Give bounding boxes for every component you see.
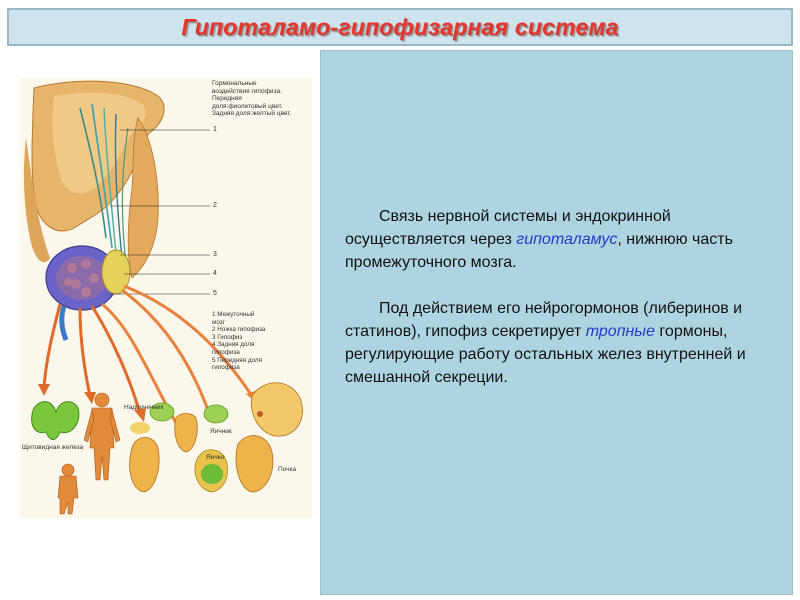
blood-vessel [62,306,66,340]
ovary-shape [204,405,228,423]
mammary-shape [251,383,302,436]
hypothalamus-pituitary-figure [20,78,312,518]
ovary-label: Яичник [210,428,232,435]
slide-title: Гипоталамо-гипофизарная система [181,13,619,40]
thyroid-label: Щитовидная железа [22,444,84,451]
term-hypothalamus: гипоталамус [516,231,618,248]
adrenal-label: Надпочечник [124,404,164,411]
label-number-3: 3 [213,251,217,258]
label-number-5: 5 [213,290,217,297]
label-number-2: 2 [213,202,217,209]
paragraph-1: Связь нервной системы и эндокринной осуществляется через гипоталамус, нижнюю часть промежуточного мозга. [345,208,733,271]
figure-caption: Гормональные воздействия гипофиза. Передняя доля:фиолетовый цвет. Задняя доля:желтый цвет. [212,80,292,117]
kidney-label: Почка [278,466,297,473]
label-number-4: 4 [213,270,217,277]
child-figure [58,464,78,514]
text-body [345,205,775,389]
text-panel [320,50,793,595]
human-figure [84,393,120,480]
hormone-arrow [80,308,90,396]
hormone-arrow [44,304,60,388]
anatomy-illustration [20,78,312,518]
uterus-shape [175,414,198,453]
term-tropic: тропные [585,323,655,340]
adrenal-gland-top [130,422,150,434]
testis-label: Яичко [206,454,225,461]
kidney-shape [236,436,273,492]
paragraph-2: Под действием его нейрогормонов (либеринов и статинов), гипофиз секретирует тропные гормоны, регулирующие работу остальных желез внутренней и смешанной секреции. [345,300,746,386]
thyroid-shape [32,402,79,440]
testis-inner [201,464,223,484]
title-bar [7,8,793,46]
label-number-1: 1 [213,126,217,133]
figure-legend: 1 Межуточный мозг 2 Ножка гипофиза 3 Гипофиз 4 Задняя доля гипофиза 5 Передняя доля гипофиза [212,311,266,372]
adrenal-shape [130,438,159,493]
